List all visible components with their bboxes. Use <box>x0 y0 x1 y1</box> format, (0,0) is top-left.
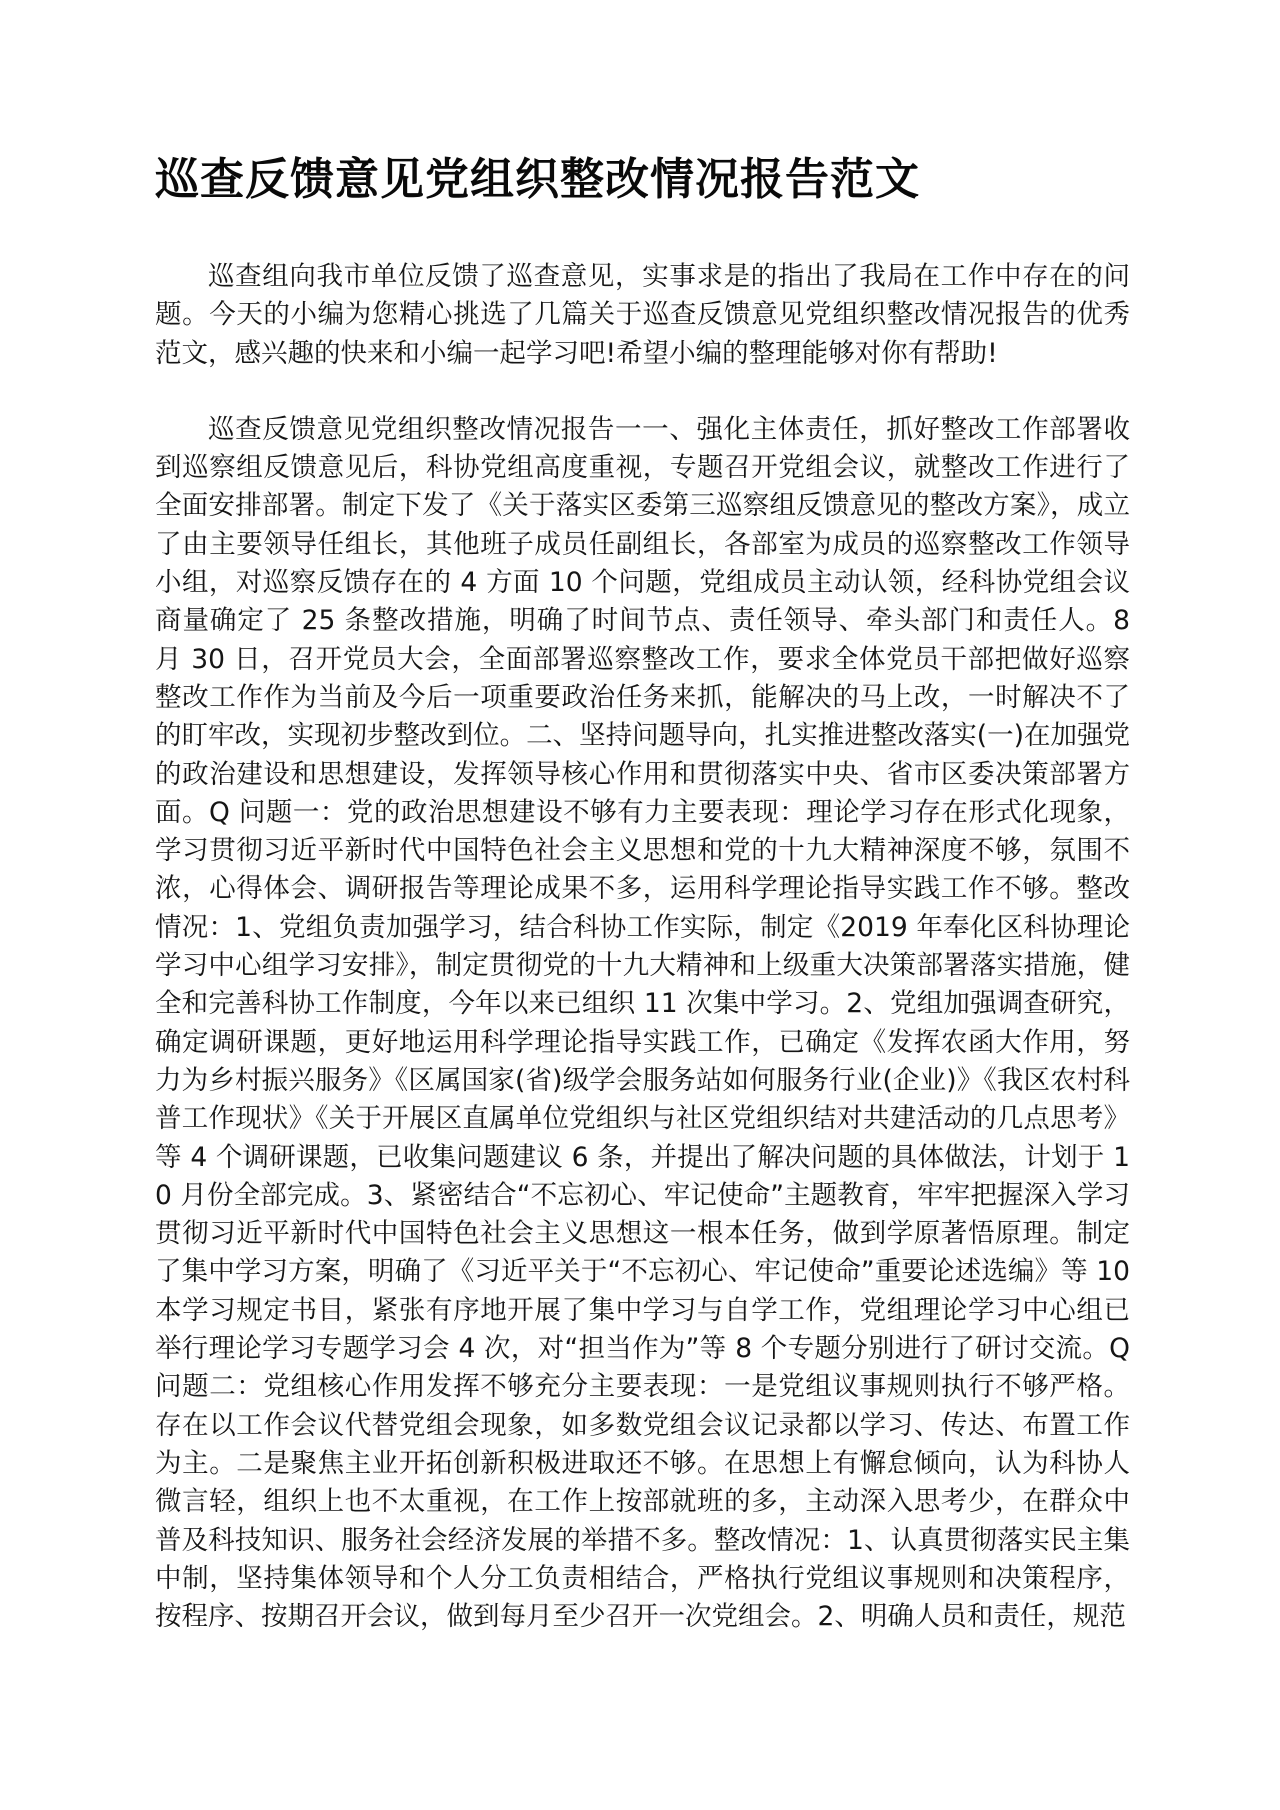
paragraph-spacer <box>155 373 1130 411</box>
report-paragraph: 巡查反馈意见党组织整改情况报告一一、强化主体责任，抓好整改工作部署收到巡察组反馈意见后，科协党组高度重视，专题召开党组会议，就整改工作进行了全面安排部署。制定下发了《关于落实区委第三巡察组反馈意见的整改方案》，成立了由主要领导任组长，其他班子成员任副组长，各部室为成员的巡察整改工作领导小组，对巡察反馈存在的 4 方面 10 个问题，党组成员主动认领，经科协党组会议商量确定了 25 条整改措施，明确了时间节点、责任领导、牵头部门和责任人。8 月 30 日，召开党员大会，全面部署巡察整改工作，要求全体党员干部把做好巡察整改工作作为当前及今后一项重要政治任务来抓，能解决的马上改，一时解决不了的盯牢改，实现初步整改到位。二、坚持问题导向，扎实推进整改落实(一)在加强党的政治建设和思想建设，发挥领导核心作用和贯彻落实中央、省市区委决策部署方面。Q 问题一：党的政治思想建设不够有力主要表现：理论学习存在形式化现象，学习贯彻习近平新时代中国特色社会主义思想和党的十九大精神深度不够，氛围不浓，心得体会、调研报告等理论成果不多，运用科学理论指导实践工作不够。整改情况：1、党组负责加强学习，结合科协工作实际，制定《2019 年奉化区科协理论学习中心组学习安排》，制定贯彻党的十九大精神和上级重大决策部署落实措施，健全和完善科协工作制度，今年以来已组织 11 次集中学习。2、党组加强调查研究，确定调研课题，更好地运用科学理论指导实践工作，已确定《发挥农函大作用，努力为乡村振兴服务》《区属国家(省)级学会服务站如何服务行业(企业)》《我区农村科普工作现状》《关于开展区直属单位党组织与社区党组织结对共建活动的几点思考》等 4 个调研课题，已收集问题建议 6 条，并提出了解决问题的具体做法，计划于 10 月份全部完成。3、紧密结合“不忘初心、牢记使命”主题教育，牢牢把握深入学习贯彻习近平新时代中国特色社会主义思想这一根本任务，做到学原著悟原理。制定了集中学习方案，明确了《习近平关于“不忘初心、牢记使命”重要论述选编》等 10 本学习规定书目，紧张有序地开展了集中学习与自学工作，党组理论学习中心组已举行理论学习专题学习会 4 次，对“担当作为”等 8 个专题分别进行了研讨交流。Q 问题二：党组核心作用发挥不够充分主要表现：一是党组议事规则执行不够严格。存在以工作会议代替党组会现象，如多数党组会议记录都以学习、传达、布置工作为主。二是聚焦主业开拓创新积极进取还不够。在思想上有懈怠倾向，认为科协人微言轻，组织上也不太重视，在工作上按部就班的多，主动深入思考少，在群众中普及科技知识、服务社会经济发展的举措不多。整改情况：1、认真贯彻落实民主集中制，坚持集体领导和个人分工负责相结合，严格执行党组议事规则和决策程序，按程序、按期召开会议，做到每月至少召开一次党组会。2、明确人员和责任，规范 <box>155 413 1130 1633</box>
intro-paragraph: 巡查组向我市单位反馈了巡查意见，实事求是的指出了我局在工作中存在的问题。今天的小编为您精心挑选了几篇关于巡查反馈意见党组织整改情况报告的优秀范文，感兴趣的快来和小编一起学习吧!希望小编的整理能够对你有帮助! <box>155 261 1130 369</box>
document-body <box>155 258 1130 1636</box>
document-title: 巡查反馈意见党组织整改情况报告范文 <box>155 154 920 205</box>
